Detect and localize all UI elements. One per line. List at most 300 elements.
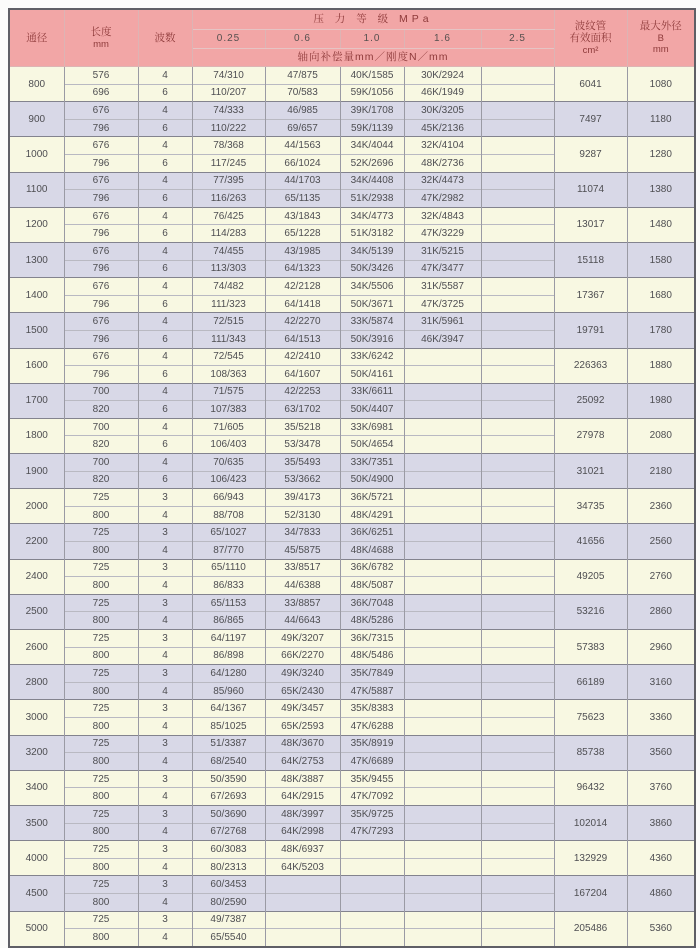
cell-p0.25: 78/368 xyxy=(192,137,265,155)
cell-p2.5 xyxy=(481,577,554,595)
cell-waves: 6 xyxy=(138,154,192,172)
spec-sheet xyxy=(8,8,694,948)
cell-p1.0: 52K/2696 xyxy=(340,154,404,172)
cell-length: 796 xyxy=(64,154,138,172)
cell-length: 725 xyxy=(64,630,138,648)
cell-p2.5 xyxy=(481,330,554,348)
cell-p0.6: 49K/3457 xyxy=(265,700,340,718)
table-row xyxy=(9,102,695,120)
cell-p2.5 xyxy=(481,665,554,683)
cell-length: 796 xyxy=(64,366,138,384)
cell-length: 676 xyxy=(64,137,138,155)
cell-p0.6: 66K/2270 xyxy=(265,647,340,665)
cell-max-od: 2080 xyxy=(627,418,695,453)
cell-p0.6: 65/1135 xyxy=(265,190,340,208)
cell-p1.0: 50K/4654 xyxy=(340,436,404,454)
cell-p0.6: 64K/5203 xyxy=(265,858,340,876)
cell-max-od: 5360 xyxy=(627,911,695,947)
cell-p2.5 xyxy=(481,506,554,524)
cell-length: 700 xyxy=(64,383,138,401)
cell-waves: 4 xyxy=(138,102,192,120)
length-unit: mm xyxy=(93,38,109,50)
cell-p0.6: 42/2410 xyxy=(265,348,340,366)
table-row xyxy=(9,735,695,753)
table-row xyxy=(9,876,695,894)
pressure-level-2.5: 2.5 xyxy=(481,30,554,49)
cell-p1.0: 50K/3426 xyxy=(340,260,404,278)
cell-p2.5 xyxy=(481,260,554,278)
cell-p2.5 xyxy=(481,454,554,472)
area-unit: cm² xyxy=(582,44,599,56)
cell-diameter: 800 xyxy=(9,67,64,102)
cell-effective-area: 15118 xyxy=(554,242,627,277)
axial-compensation-subtitle: 轴向补偿量mm／刚度N／mm xyxy=(192,49,554,67)
cell-effective-area: 53216 xyxy=(554,594,627,629)
cell-p1.6: 32K/4473 xyxy=(404,172,481,190)
cell-p1.6: 31K/5215 xyxy=(404,242,481,260)
cell-max-od: 1980 xyxy=(627,383,695,418)
cell-p0.6: 64/1513 xyxy=(265,330,340,348)
cell-length: 800 xyxy=(64,647,138,665)
cell-p2.5 xyxy=(481,630,554,648)
cell-p1.6 xyxy=(404,366,481,384)
cell-effective-area: 34735 xyxy=(554,489,627,524)
table-row xyxy=(9,700,695,718)
cell-waves: 4 xyxy=(138,506,192,524)
cell-p0.6: 42/2270 xyxy=(265,313,340,331)
cell-length: 800 xyxy=(64,577,138,595)
col-header-diameter xyxy=(9,9,64,67)
cell-p0.25: 86/898 xyxy=(192,647,265,665)
cell-p0.25: 49/7387 xyxy=(192,911,265,929)
cell-p1.0 xyxy=(340,911,404,929)
cell-length: 676 xyxy=(64,242,138,260)
cell-p0.6: 44/6643 xyxy=(265,612,340,630)
cell-p1.0: 35K/8383 xyxy=(340,700,404,718)
cell-p1.0: 50K/3916 xyxy=(340,330,404,348)
cell-p0.25: 85/960 xyxy=(192,682,265,700)
cell-waves: 3 xyxy=(138,911,192,929)
cell-effective-area: 226363 xyxy=(554,348,627,383)
cell-p2.5 xyxy=(481,858,554,876)
cell-p0.6: 69/657 xyxy=(265,119,340,137)
cell-waves: 3 xyxy=(138,876,192,894)
cell-effective-area: 9287 xyxy=(554,137,627,172)
table-row xyxy=(9,454,695,472)
cell-waves: 6 xyxy=(138,436,192,454)
cell-p0.25: 77/395 xyxy=(192,172,265,190)
cell-max-od: 1780 xyxy=(627,313,695,348)
cell-p2.5 xyxy=(481,278,554,296)
cell-p0.6: 42/2253 xyxy=(265,383,340,401)
cell-p1.6 xyxy=(404,383,481,401)
cell-length: 700 xyxy=(64,418,138,436)
cell-length: 820 xyxy=(64,436,138,454)
table-row xyxy=(9,137,695,155)
area-label-line2: 有效面积 xyxy=(569,32,612,45)
cell-waves: 4 xyxy=(138,278,192,296)
cell-waves: 6 xyxy=(138,260,192,278)
cell-max-od: 4860 xyxy=(627,876,695,911)
cell-p2.5 xyxy=(481,682,554,700)
table-row xyxy=(9,770,695,788)
cell-p0.25: 106/403 xyxy=(192,436,265,454)
cell-p1.0: 33K/5874 xyxy=(340,313,404,331)
cell-max-od: 2960 xyxy=(627,630,695,665)
col-header-waves xyxy=(138,9,192,67)
cell-waves: 6 xyxy=(138,401,192,419)
table-row xyxy=(9,242,695,260)
cell-length: 725 xyxy=(64,735,138,753)
cell-diameter: 1500 xyxy=(9,313,64,348)
cell-p1.0: 39K/1708 xyxy=(340,102,404,120)
cell-effective-area: 25092 xyxy=(554,383,627,418)
cell-waves: 4 xyxy=(138,893,192,911)
cell-effective-area: 57383 xyxy=(554,630,627,665)
cell-p1.0: 33K/6611 xyxy=(340,383,404,401)
cell-length: 725 xyxy=(64,805,138,823)
cell-p1.0: 48K/4291 xyxy=(340,506,404,524)
cell-diameter: 1300 xyxy=(9,242,64,277)
cell-p0.6: 64/1323 xyxy=(265,260,340,278)
max-od-unit: mm xyxy=(652,44,669,56)
cell-p0.25: 67/2768 xyxy=(192,823,265,841)
cell-p0.6: 53/3478 xyxy=(265,436,340,454)
cell-p2.5 xyxy=(481,559,554,577)
cell-waves: 4 xyxy=(138,418,192,436)
table-row xyxy=(9,630,695,648)
cell-p1.0: 36K/7048 xyxy=(340,594,404,612)
cell-length: 576 xyxy=(64,67,138,85)
cell-diameter: 2600 xyxy=(9,630,64,665)
cell-p2.5 xyxy=(481,823,554,841)
cell-waves: 4 xyxy=(138,313,192,331)
cell-p0.6: 52/3130 xyxy=(265,506,340,524)
cell-p0.6: 44/6388 xyxy=(265,577,340,595)
cell-p1.0: 40K/1585 xyxy=(340,67,404,85)
cell-p1.0: 50K/3671 xyxy=(340,295,404,313)
cell-p0.25: 74/333 xyxy=(192,102,265,120)
cell-length: 725 xyxy=(64,524,138,542)
cell-p0.6: 64/1607 xyxy=(265,366,340,384)
cell-p0.25: 76/425 xyxy=(192,207,265,225)
cell-length: 800 xyxy=(64,893,138,911)
cell-diameter: 2800 xyxy=(9,665,64,700)
cell-p2.5 xyxy=(481,594,554,612)
cell-p0.25: 65/1027 xyxy=(192,524,265,542)
table-row xyxy=(9,278,695,296)
cell-max-od: 1880 xyxy=(627,348,695,383)
cell-p0.25: 71/605 xyxy=(192,418,265,436)
pressure-grade-title: 压 力 等 级 MPa xyxy=(192,9,554,30)
cell-length: 676 xyxy=(64,278,138,296)
cell-p0.6 xyxy=(265,929,340,947)
cell-p0.6: 46/985 xyxy=(265,102,340,120)
cell-p1.6 xyxy=(404,788,481,806)
cell-effective-area: 6041 xyxy=(554,67,627,102)
cell-p0.25: 74/482 xyxy=(192,278,265,296)
cell-p0.6: 48K/6937 xyxy=(265,841,340,859)
cell-p2.5 xyxy=(481,154,554,172)
cell-p0.6: 48K/3670 xyxy=(265,735,340,753)
cell-p2.5 xyxy=(481,717,554,735)
cell-length: 800 xyxy=(64,858,138,876)
cell-p2.5 xyxy=(481,893,554,911)
table-row xyxy=(9,172,695,190)
cell-p0.25: 116/263 xyxy=(192,190,265,208)
cell-p1.6: 32K/4843 xyxy=(404,207,481,225)
area-label-line1: 波纹管 xyxy=(574,19,607,32)
cell-p1.6: 47K/3477 xyxy=(404,260,481,278)
cell-waves: 4 xyxy=(138,383,192,401)
cell-p0.6: 45/5875 xyxy=(265,542,340,560)
cell-waves: 4 xyxy=(138,172,192,190)
cell-p1.6 xyxy=(404,471,481,489)
cell-p1.6 xyxy=(404,753,481,771)
cell-p0.6: 49K/3207 xyxy=(265,630,340,648)
cell-p1.0 xyxy=(340,929,404,947)
cell-waves: 4 xyxy=(138,207,192,225)
cell-p2.5 xyxy=(481,929,554,947)
cell-diameter: 1400 xyxy=(9,278,64,313)
cell-waves: 4 xyxy=(138,647,192,665)
cell-diameter: 2200 xyxy=(9,524,64,559)
cell-p2.5 xyxy=(481,84,554,102)
cell-waves: 4 xyxy=(138,542,192,560)
cell-p1.6: 32K/4104 xyxy=(404,137,481,155)
col-header-length xyxy=(64,9,138,67)
cell-max-od: 1380 xyxy=(627,172,695,207)
cell-p2.5 xyxy=(481,471,554,489)
table-row xyxy=(9,524,695,542)
cell-max-od: 2560 xyxy=(627,524,695,559)
cell-length: 725 xyxy=(64,594,138,612)
cell-waves: 3 xyxy=(138,841,192,859)
pressure-level-1.6: 1.6 xyxy=(404,30,481,49)
cell-p2.5 xyxy=(481,225,554,243)
cell-length: 800 xyxy=(64,823,138,841)
cell-p0.6 xyxy=(265,876,340,894)
cell-p1.0: 50K/4407 xyxy=(340,401,404,419)
cell-p0.6: 35/5493 xyxy=(265,454,340,472)
cell-diameter: 3200 xyxy=(9,735,64,770)
cell-length: 676 xyxy=(64,348,138,366)
max-od-label: 最大外径 xyxy=(639,20,682,33)
cell-p0.25: 71/575 xyxy=(192,383,265,401)
cell-p0.25: 111/323 xyxy=(192,295,265,313)
cell-p0.25: 85/1025 xyxy=(192,717,265,735)
cell-p0.25: 65/1110 xyxy=(192,559,265,577)
cell-p0.25: 87/770 xyxy=(192,542,265,560)
cell-p0.25: 65/1153 xyxy=(192,594,265,612)
cell-p1.6 xyxy=(404,841,481,859)
cell-length: 725 xyxy=(64,559,138,577)
cell-p0.25: 106/423 xyxy=(192,471,265,489)
table-body xyxy=(9,67,695,947)
cell-p1.6: 30K/3205 xyxy=(404,102,481,120)
length-label: 长度 xyxy=(90,26,112,38)
cell-max-od: 1680 xyxy=(627,278,695,313)
table-row xyxy=(9,348,695,366)
table-row xyxy=(9,559,695,577)
waves-label: 波数 xyxy=(154,31,176,44)
cell-effective-area: 11074 xyxy=(554,172,627,207)
cell-p0.25: 74/310 xyxy=(192,67,265,85)
cell-length: 800 xyxy=(64,753,138,771)
cell-p0.6: 44/1703 xyxy=(265,172,340,190)
cell-p2.5 xyxy=(481,172,554,190)
cell-p1.0: 50K/4161 xyxy=(340,366,404,384)
cell-p2.5 xyxy=(481,700,554,718)
table-row xyxy=(9,805,695,823)
cell-p1.0: 34K/5139 xyxy=(340,242,404,260)
cell-effective-area: 85738 xyxy=(554,735,627,770)
cell-max-od: 4360 xyxy=(627,841,695,876)
cell-p1.0: 47K/5887 xyxy=(340,682,404,700)
cell-p1.6 xyxy=(404,489,481,507)
cell-waves: 4 xyxy=(138,242,192,260)
cell-p2.5 xyxy=(481,242,554,260)
cell-diameter: 1800 xyxy=(9,418,64,453)
table-row xyxy=(9,313,695,331)
cell-p2.5 xyxy=(481,753,554,771)
cell-waves: 3 xyxy=(138,770,192,788)
cell-p1.6: 46K/3947 xyxy=(404,330,481,348)
table-row xyxy=(9,67,695,85)
cell-p1.6 xyxy=(404,577,481,595)
cell-waves: 6 xyxy=(138,84,192,102)
cell-p1.6: 46K/1949 xyxy=(404,84,481,102)
cell-diameter: 1200 xyxy=(9,207,64,242)
cell-p1.0: 47K/7092 xyxy=(340,788,404,806)
cell-p2.5 xyxy=(481,383,554,401)
cell-p1.6 xyxy=(404,929,481,947)
cell-p1.6: 47K/2982 xyxy=(404,190,481,208)
cell-p1.0: 34K/4408 xyxy=(340,172,404,190)
cell-p2.5 xyxy=(481,805,554,823)
cell-p1.6 xyxy=(404,665,481,683)
cell-p1.6: 31K/5961 xyxy=(404,313,481,331)
cell-p0.25: 86/865 xyxy=(192,612,265,630)
cell-p0.6: 65/1228 xyxy=(265,225,340,243)
cell-p0.25: 50/3590 xyxy=(192,770,265,788)
cell-p1.6 xyxy=(404,612,481,630)
cell-p0.25: 80/2590 xyxy=(192,893,265,911)
cell-effective-area: 167204 xyxy=(554,876,627,911)
cell-p1.0: 35K/7849 xyxy=(340,665,404,683)
cell-p2.5 xyxy=(481,788,554,806)
cell-effective-area: 66189 xyxy=(554,665,627,700)
cell-p2.5 xyxy=(481,770,554,788)
cell-p1.0: 47K/6288 xyxy=(340,717,404,735)
cell-length: 800 xyxy=(64,788,138,806)
cell-p1.0: 33K/6242 xyxy=(340,348,404,366)
cell-p0.25: 60/3453 xyxy=(192,876,265,894)
cell-p0.25: 64/1367 xyxy=(192,700,265,718)
cell-effective-area: 96432 xyxy=(554,770,627,805)
cell-p0.6: 39/4173 xyxy=(265,489,340,507)
cell-effective-area: 41656 xyxy=(554,524,627,559)
cell-length: 800 xyxy=(64,542,138,560)
cell-p1.6 xyxy=(404,524,481,542)
pressure-level-1.0: 1.0 xyxy=(340,30,404,49)
cell-length: 676 xyxy=(64,313,138,331)
cell-max-od: 2180 xyxy=(627,454,695,489)
cell-p1.0: 34K/4773 xyxy=(340,207,404,225)
cell-p1.6 xyxy=(404,911,481,929)
col-header-effective-area xyxy=(554,9,627,67)
cell-p0.25: 64/1280 xyxy=(192,665,265,683)
cell-p1.0: 35K/9725 xyxy=(340,805,404,823)
cell-p2.5 xyxy=(481,735,554,753)
cell-p2.5 xyxy=(481,542,554,560)
cell-length: 796 xyxy=(64,225,138,243)
cell-p2.5 xyxy=(481,436,554,454)
cell-p1.0: 51K/3182 xyxy=(340,225,404,243)
pressure-level-0.6: 0.6 xyxy=(265,30,340,49)
cell-length: 725 xyxy=(64,770,138,788)
cell-p1.0: 47K/7293 xyxy=(340,823,404,841)
cell-effective-area: 7497 xyxy=(554,102,627,137)
cell-p1.0: 34K/4044 xyxy=(340,137,404,155)
cell-waves: 4 xyxy=(138,577,192,595)
cell-p0.6: 34/7833 xyxy=(265,524,340,542)
cell-p2.5 xyxy=(481,295,554,313)
cell-p1.0: 35K/9455 xyxy=(340,770,404,788)
cell-length: 796 xyxy=(64,190,138,208)
header-row-1 xyxy=(9,9,695,30)
cell-diameter: 900 xyxy=(9,102,64,137)
cell-p0.6: 64/1418 xyxy=(265,295,340,313)
cell-p1.6 xyxy=(404,823,481,841)
cell-p1.6 xyxy=(404,858,481,876)
cell-p0.25: 51/3387 xyxy=(192,735,265,753)
cell-p1.6 xyxy=(404,418,481,436)
cell-diameter: 2500 xyxy=(9,594,64,629)
cell-p2.5 xyxy=(481,348,554,366)
cell-max-od: 1180 xyxy=(627,102,695,137)
cell-waves: 6 xyxy=(138,119,192,137)
cell-p2.5 xyxy=(481,524,554,542)
cell-p0.6: 64K/2915 xyxy=(265,788,340,806)
cell-p1.6 xyxy=(404,506,481,524)
cell-p0.6: 48K/3997 xyxy=(265,805,340,823)
cell-p1.6: 45K/2136 xyxy=(404,119,481,137)
cell-p0.25: 117/245 xyxy=(192,154,265,172)
cell-p2.5 xyxy=(481,876,554,894)
cell-p1.0 xyxy=(340,893,404,911)
cell-p1.0: 47K/6689 xyxy=(340,753,404,771)
cell-p1.6: 31K/5587 xyxy=(404,278,481,296)
cell-p0.6: 48K/3887 xyxy=(265,770,340,788)
diameter-label: 通径 xyxy=(26,31,48,44)
cell-p0.25: 107/383 xyxy=(192,401,265,419)
cell-p1.6 xyxy=(404,735,481,753)
cell-p0.25: 108/363 xyxy=(192,366,265,384)
cell-p0.6: 64K/2753 xyxy=(265,753,340,771)
cell-length: 796 xyxy=(64,330,138,348)
cell-diameter: 5000 xyxy=(9,911,64,947)
cell-waves: 6 xyxy=(138,471,192,489)
cell-length: 700 xyxy=(64,454,138,472)
cell-diameter: 1600 xyxy=(9,348,64,383)
cell-p0.6: 65K/2593 xyxy=(265,717,340,735)
cell-p0.6: 70/583 xyxy=(265,84,340,102)
cell-diameter: 4500 xyxy=(9,876,64,911)
cell-max-od: 1280 xyxy=(627,137,695,172)
cell-max-od: 3360 xyxy=(627,700,695,735)
cell-effective-area: 132929 xyxy=(554,841,627,876)
